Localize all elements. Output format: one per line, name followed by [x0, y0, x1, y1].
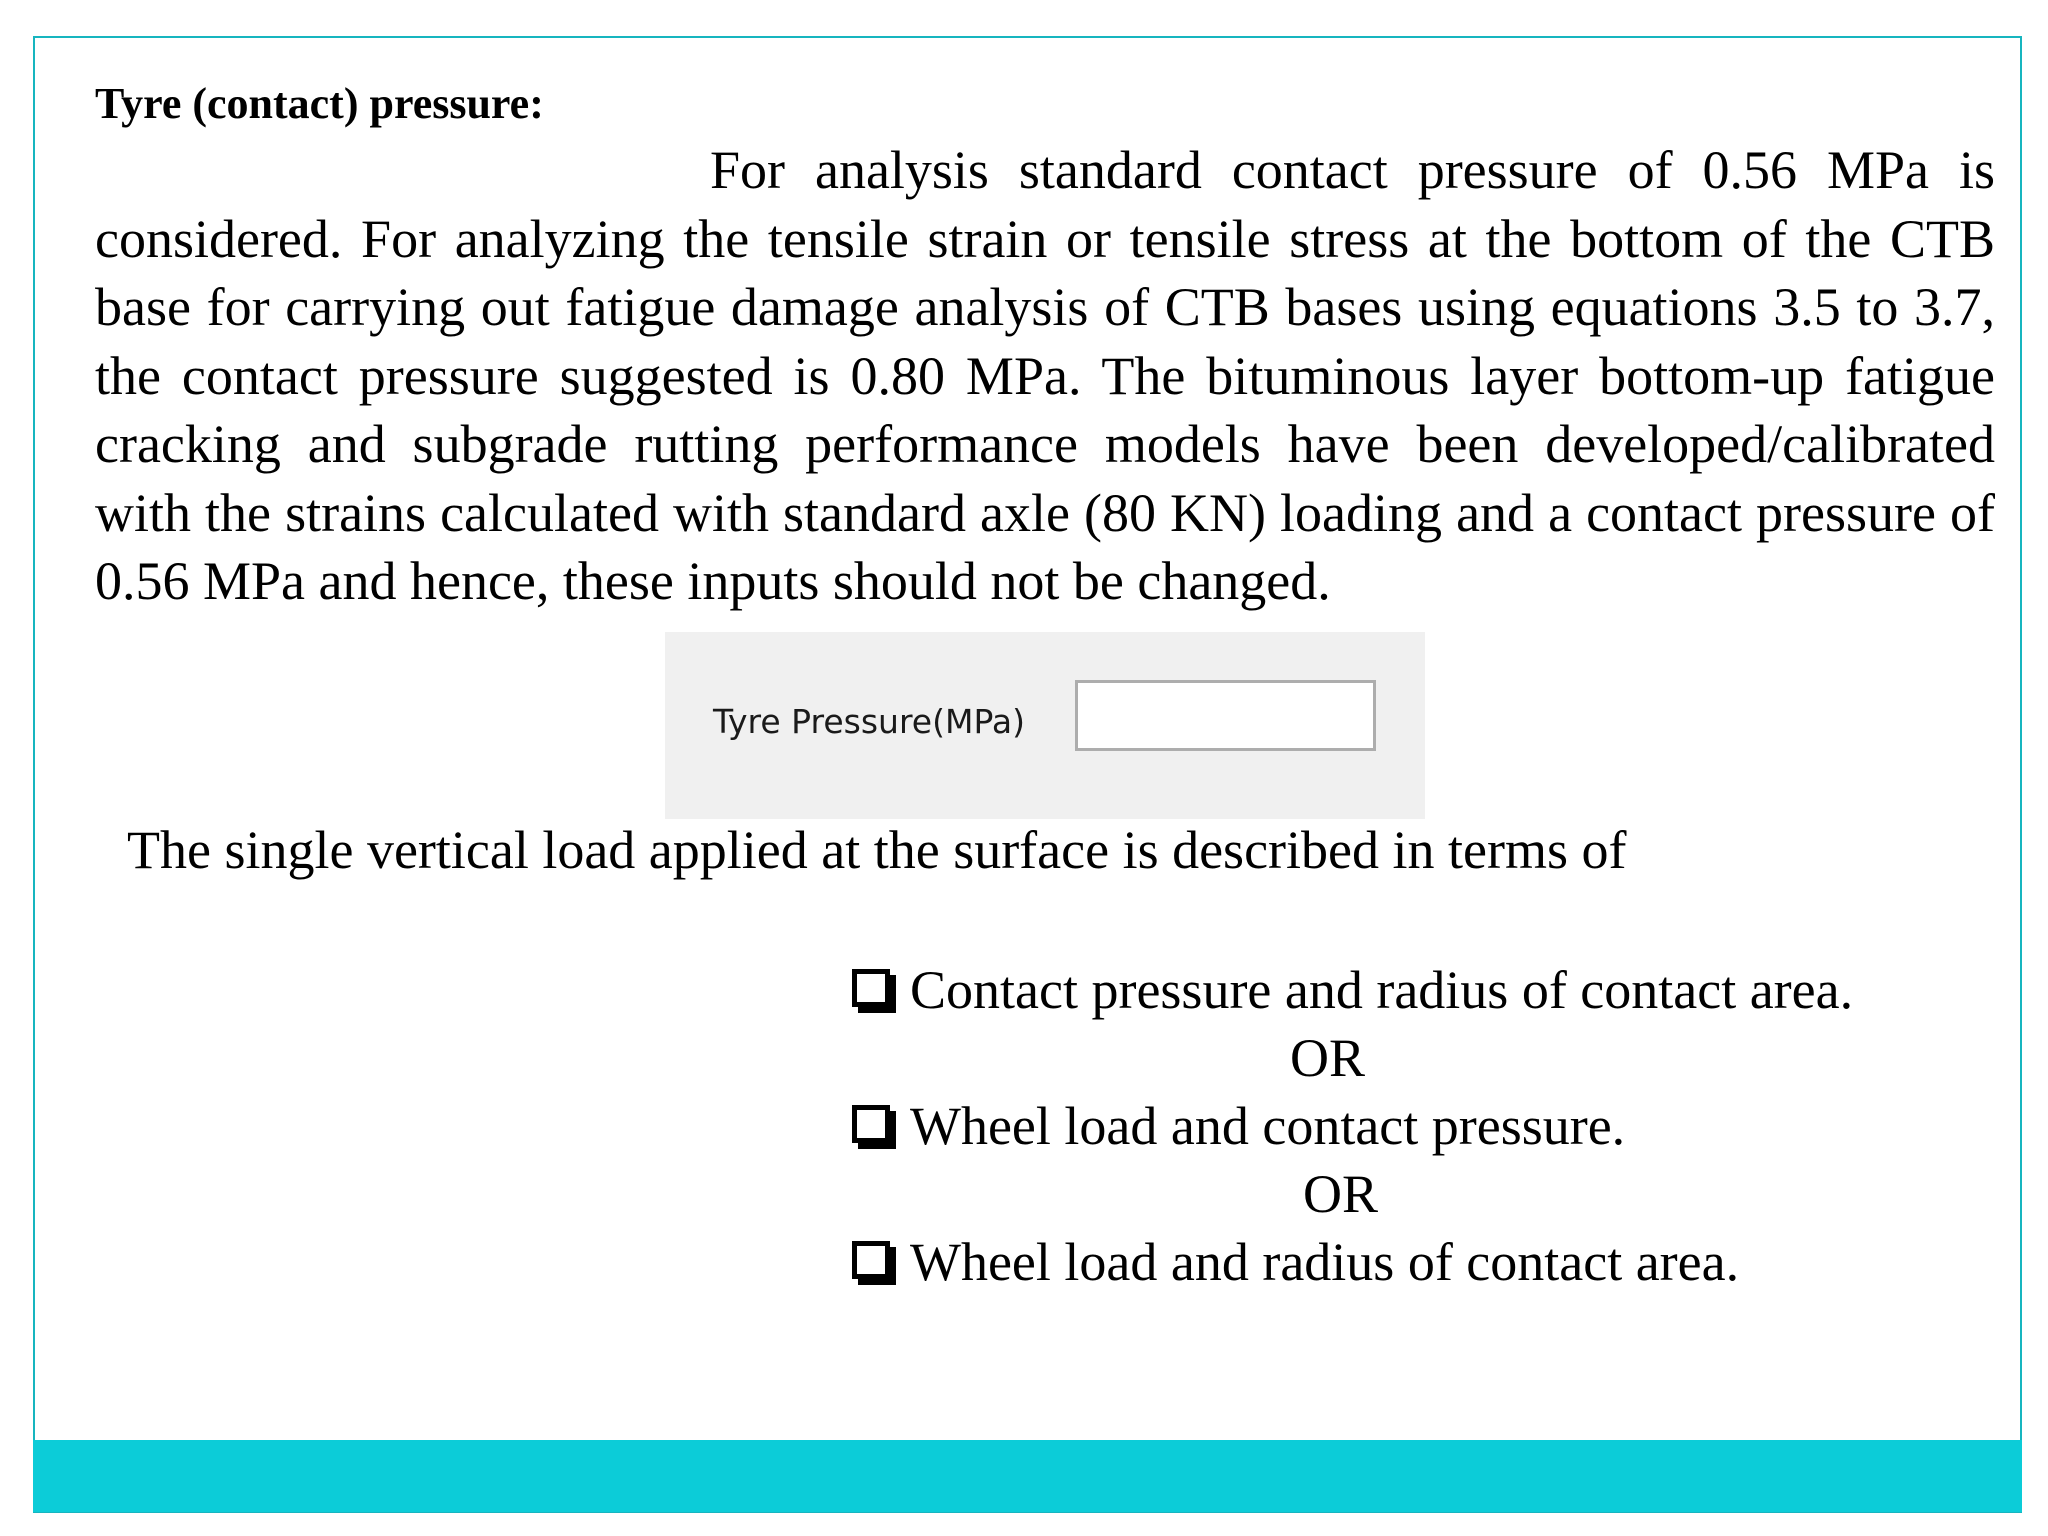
tyre-pressure-label: Tyre Pressure(MPa)	[713, 702, 1025, 741]
load-description-intro: The single vertical load applied at the surface is described in terms of	[127, 820, 1627, 880]
option-wheel-load-contact-pressure	[852, 1091, 1625, 1161]
body-paragraph: For analysis standard contact pressure of 0.56 MPa is considered. For analyzing the tensile strain or tensile stress at the bottom of the CTB base for carrying out fatigue damage analysis of CTB bases using equations 3.5 to 3.7, the contact pressure suggested is 0.80 MPa. The bituminous layer bottom-up fatigue cracking and subgrade rutting performance models have been developed/calibrated with the strains calculated with standard axle (80 KN) loading and a contact pressure of 0.56 MPa and hence, these inputs should not be changed.	[95, 140, 1995, 611]
tyre-pressure-input[interactable]	[1075, 680, 1376, 751]
or-separator: OR	[1290, 1028, 1366, 1088]
option-contact-pressure-radius	[852, 955, 1853, 1025]
option-label: Wheel load and radius of contact area.	[910, 1232, 1740, 1292]
checkbox-icon[interactable]	[852, 1105, 890, 1143]
checkbox-icon[interactable]	[852, 969, 890, 1007]
footer-bar	[33, 1440, 2022, 1512]
tyre-pressure-form-panel	[665, 632, 1425, 819]
section-heading: Tyre (contact) pressure:	[95, 79, 544, 128]
option-label: Contact pressure and radius of contact area.	[910, 960, 1854, 1020]
or-separator: OR	[1303, 1164, 1379, 1224]
option-wheel-load-radius	[852, 1227, 1739, 1297]
option-label: Wheel load and contact pressure.	[910, 1096, 1626, 1156]
checkbox-icon[interactable]	[852, 1241, 890, 1279]
